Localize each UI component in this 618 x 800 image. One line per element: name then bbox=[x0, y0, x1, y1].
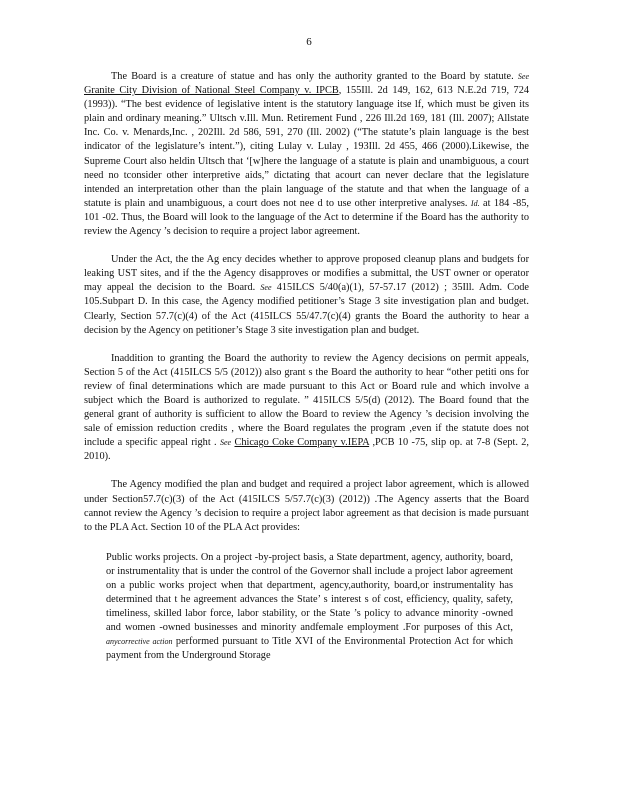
text-run: ,PCB 10 -75, slip op. at 7-8 (Sept. 2, 2010). bbox=[84, 437, 529, 463]
text-run: , 155Ill. 2d 149, 162, 613 N.E.2d 719, 724 (1993)). “The best evidence of legislative intent is the statutory language itse lf, which must be given its plain and ordinary meaning.” Ultsch v.Ill. Mun. Retirement Fund , 226 Ill.2d 169, 181 (Ill. 2007); Allstate Inc. Co. v. Menards,Inc. , 202Ill. 2d 586, 591, 270 (Ill. 2002) (“The statute’s plain language is the best indicator of the legislature’s intent.”), citing Lulay v. Lulay , 193Ill. 2d 455, 466 (2000).Likewise, the Supreme Court also heldin Ultsch that ‘[w]here the language of a statute is plain and unambiguous, a court need no tconsider other interpretive aids,” dictating that acourt can never declare that the legislature intended an interpretation other than the plain language of the statute and that when the language of a statute is plain and unambiguous, a court does not nee d to use other interpretive analyses. bbox=[84, 85, 529, 209]
signal-word: See bbox=[260, 283, 272, 293]
paragraph bbox=[84, 70, 529, 239]
page-number: 6 bbox=[306, 36, 312, 48]
signal-word: See bbox=[220, 438, 232, 448]
block-quote bbox=[106, 551, 513, 664]
paragraph bbox=[84, 478, 529, 534]
signal-word: Id. bbox=[470, 198, 480, 208]
signal-word: See bbox=[517, 72, 529, 81]
text-run: 415ILCS 5/40(a)(1), 57-57.17 (2012) ; 35Ill. Adm. Code 105.Subpart D. In this case, the Agency modified petitioner’s Stage 3 site investigation plan and budget. Clearly, Section 57.7(c)(4) of the Act (415ILCS 55/47.7(c)(4) grants the Board the authority to hear a decision by the Agency on petitioner’s Stage 3 site investigation plan and budget. bbox=[84, 282, 529, 336]
text-run: The Board is a creature of statue and has only the authority granted to the Board by statute. bbox=[111, 71, 518, 82]
case-citation: Chicago Coke Company v.IEPA bbox=[234, 437, 370, 449]
text-run: Inaddition to granting the Board the authority to review the Agency decisions on permit appeals, Section 5 of the Act (415ILCS 5/5 (2012)) also grant s the Board the authority to hear “other petiti ons for review of final determinations which are made pursuant to this Act or Board rule and which involve a subject which the Board is authorized to regulate. ” 415ILCS 5/5(d) (2012). The Board found that the general grant of authority is sufficient to allow the Board to review the Agency ’s decision involving the sale of emission reduction credits , where the Board regulates the program ,even if the statute does not include a specific appeal right . bbox=[84, 352, 529, 449]
case-citation: Granite City Division of National Steel Company v. IPCB bbox=[84, 85, 339, 97]
paragraph bbox=[84, 352, 529, 465]
text-run: Under the Act, the the Ag ency decides whether to approve proposed cleanup plans and budgets for leaking UST sites, and if the the Agency disapproves or modifies a submittal, the UST owner or operator may appeal the decision to the Board. bbox=[84, 254, 529, 294]
text-run: performed pursuant to Title XVI of the Environmental Protection Act for which payment from the Underground Storage bbox=[106, 636, 513, 662]
signal-word: anycorrective action bbox=[106, 637, 173, 647]
text-run: Public works projects. On a project -by-project basis, a State department, agency, authority, board, or instrumentality that is under the control of the Governor shall include a project labor agreement on a public works project when that department, agency,authority, board,or instrumentality has determined that t he agreement advances the State’ s interest s of cost, efficiency, quality, safety, timeliness, skilled labor force, labor stability, or the State ’s policy to advance minority -owned and women -owned businesses and minority andfemale employment .For purposes of this Act, bbox=[106, 551, 513, 634]
document-body bbox=[84, 70, 529, 664]
paragraph bbox=[84, 253, 529, 338]
text-run: at 184 -85, 101 -02. Thus, the Board will look to the language of the Act to determine if the Board has the authority to review the Agency ’s decision to require a project labor agreement. bbox=[84, 197, 529, 238]
text-run: The Agency modified the plan and budget and required a project labor agreement, which is allowed under Section57.7(c)(3) of the Act (415ILCS 5/57.7(c)(3) (2012)) .The Agency asserts that the Board cannot review the Agency ’s decision to require a project labor agreement as that decision is made pursuant to the PLA Act. Section 10 of the PLA Act provides: bbox=[84, 479, 529, 533]
